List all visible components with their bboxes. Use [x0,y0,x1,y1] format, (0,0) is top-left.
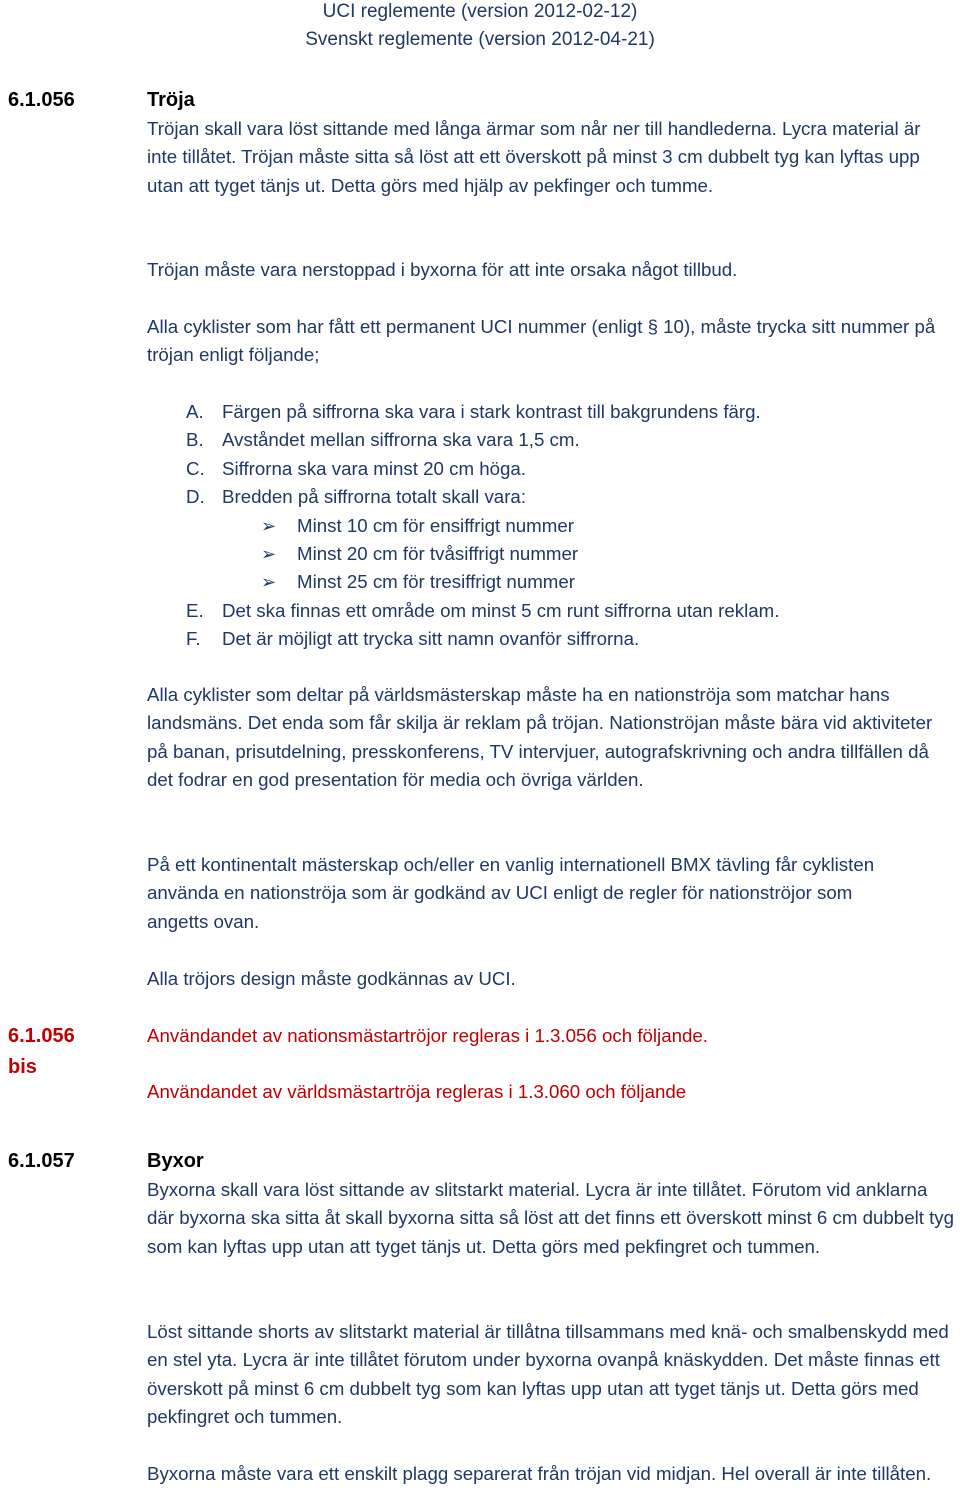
paragraph: Löst sittande shorts av slitstarkt material är tillåtna tillsammans med knä- och smalbenskydd med en stel yta. Lycra är inte tillåtet förutom under byxorna ovanpå knäskydden. Det måste finnas ett överskott på minst 6 cm dubbelt tyg som kan lyftas upp utan att tyget tänjs ut. Detta görs med pekfingret och tummen. [147,1321,949,1428]
list-item [186,426,779,454]
paragraph: Användandet av världsmästartröja regleras i 1.3.060 och följande [147,1081,687,1102]
section-number: 6.1.057 [8,1150,75,1172]
paragraph: Alla cyklister som har fått ett permanent UCI nummer (enligt § 10), måste trycka sitt nummer på tröjan enligt följande; [147,316,936,366]
arrow-bullet-icon: ➢ [261,515,277,536]
list-label: A. [186,401,204,422]
paragraph: Användandet av nationsmästartröjor regleras i 1.3.056 och följande. [147,1025,708,1046]
list-item [186,398,779,426]
list-label: F. [186,628,201,650]
section-number: 6.1.056 [8,89,75,111]
paragraph: Tröjan måste vara nerstoppad i byxorna för att inte orsaka något tillbud. [147,259,738,280]
paragraph: Tröjan skall vara löst sittande med långa ärmar som når ner till handlederna. Lycra material är inte tillåtet. Tröjan måste sitta så löst att ett överskott på minst 3 cm dubbelt tyg kan lyftas upp utan att tyget tänjs ut. Detta görs med hjälp av pekfinger och tumme. [147,118,921,196]
sub-list-text: Minst 20 cm för tvåsiffrigt nummer [297,542,579,564]
requirements-list [186,398,779,654]
header-line-2: Svenskt reglemente (version 2012-04-21) [305,29,655,50]
arrow-bullet-icon: ➢ [261,543,277,564]
section-number-suffix: bis [8,1056,37,1078]
paragraph: Alla tröjors design måste godkännas av UCI. [147,968,516,989]
sub-list-text: Minst 10 cm för ensiffrigt nummer [297,514,574,536]
section-title: Byxor [147,1150,204,1172]
list-item [186,597,779,625]
paragraph: Byxorna skall vara löst sittande av slitstarkt material. Lycra är inte tillåtet. Förutom vid anklarna där byxorna ska sitta åt skall byxorna sitta så löst att det finns ett överskott minst 6 cm dubbelt tyg som kan lyftas upp utan att tyget tänjs ut. Detta görs med pekfingret och tummen. [147,1179,955,1257]
paragraph: Alla cyklister som deltar på världsmästerskap måste ha en nationströja som matchar hans landsmäns. Det enda som får skilja är reklam på tröjan. Nationströjan måste bära vid aktiviteter på banan, prisutdelning, presskonferens, TV intervjuer, autografskrivning och andra tillfällen då det fodrar en god presentation för media och övriga världen. [147,684,933,791]
list-label: D. [186,486,205,508]
arrow-bullet-icon: ➢ [261,572,277,593]
sub-list-item [186,568,779,596]
list-text: Bredden på siffrorna totalt skall vara: [222,486,527,508]
list-item [186,625,779,653]
list-item [186,455,779,483]
paragraph: På ett kontinentalt mästerskap och/eller en vanlig internationell BMX tävling får cyklisten använda en nationströja som är godkänd av UCI enligt de regler för nationströjor som angetts ovan. [147,854,875,932]
sub-list-text: Minst 25 cm för tresiffrigt nummer [297,571,575,593]
sub-list-item [186,540,779,568]
section-number: 6.1.056 [8,1025,75,1047]
list-label: C. [186,457,205,479]
list-text: Det ska finnas ett område om minst 5 cm runt siffrorna utan reklam. [222,599,780,621]
list-label: E. [186,599,204,621]
section-title: Tröja [147,89,195,111]
list-item [186,483,779,511]
list-text: Avståndet mellan siffrorna ska vara 1,5 cm. [222,429,580,451]
header-line-1: UCI reglemente (version 2012-02-12) [322,1,638,22]
sub-list-item [186,512,779,540]
list-text: Färgen på siffrorna ska vara i stark kontrast till bakgrundens färg. [222,401,761,422]
list-text: Det är möjligt att trycka sitt namn ovanför siffrorna. [222,628,640,650]
paragraph: Byxorna måste vara ett enskilt plagg separerat från tröjan vid midjan. Hel overall är inte tillåten. [147,1463,932,1484]
list-text: Siffrorna ska vara minst 20 cm höga. [222,457,526,479]
list-label: B. [186,429,204,451]
